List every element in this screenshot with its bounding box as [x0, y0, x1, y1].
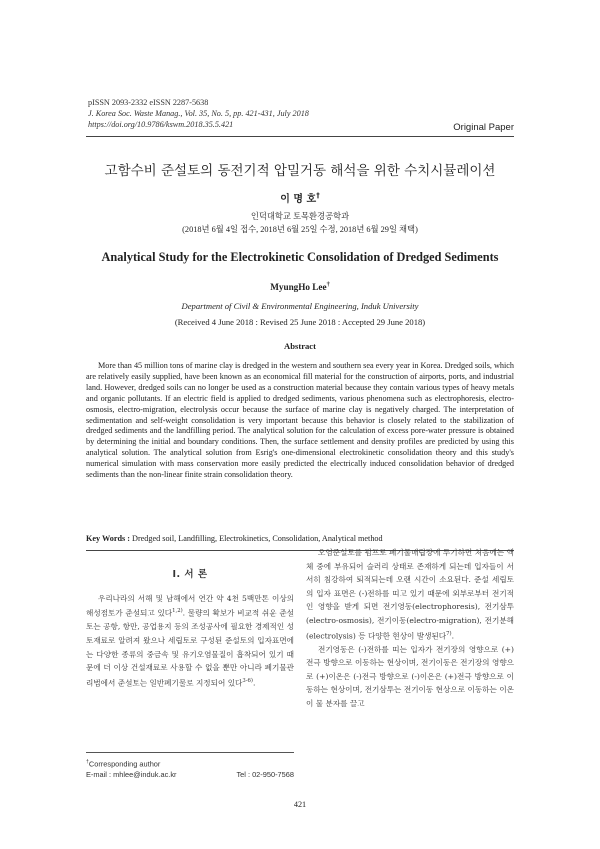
journal-citation: J. Korea Soc. Waste Manag., Vol. 35, No. 5, pp. 421-431, July 2018	[88, 108, 309, 118]
article-type: Original Paper	[453, 122, 514, 133]
author-email[interactable]: E-mail : mhlee@induk.ac.kr	[86, 770, 177, 780]
doi-link[interactable]: https://doi.org/10.9786/kswm.2018.35.5.421	[88, 119, 234, 129]
footnote-rule	[86, 752, 294, 753]
abstract-text: More than 45 million tons of marine clay is dredged in the western and southern sea every year in Korea. Dredged soils, which are relatively easily supplied, have been known as an economical fill material for the construction of airports, ports, and industrial land. However, dredged soils can no longer be used as a construction material because they contain various types of heavy metals and organic pollutants. If an electric field is applied to dredged sediments, various phenomena such as electrophoresis, electro-osmosis, electro-migration, electrolysis occur because the surface of marine clay is negatively charged. The interpretation of sedimentation and self-weight consolidation is very important because this behavior is closely related to the stabilization of dredged sediments and the landfilling period. The analytical solution for the calculation of excess pore-water pressure is obtained by determining the initial and boundary conditions. Then, the surface settlement and density profiles are predicted by using this analytical solution. The analytical solution from Esrig's one-dimensional electrokinetic consolidation theory and this study's numerical simulation with mass conservation more easily predicted the electrically induced consolidation behavior of dredged sediments than the non-linear finite strain consolidation theory.	[86, 361, 514, 480]
intro-paragraph-1: 우리나라의 서해 및 남해에서 연간 약 4천 5백만톤 이상의 해성점토가 준설되고 있다$^{1,2)}$. 물량의 확보가 비교적 쉬운 준설토는 공항, 항만, 공업용지 등의 조성공사에 필요한 경제적인 성토재료로 알려져 왔으나 세립토로 구성된 준설토의 입자표면에는 다양한 종류의 중금속 및 유기오염물질이 흡착되어 있기 때문에 더 이상 건설재료로 사용할 수 없을 뿐만 아니라 폐기물관리법에서 준설토는 일반폐기물로 지정되어 있다$^{3-6)}$.	[86, 593, 294, 688]
keywords-text: Dredged soil, Landfilling, Electrokinetics, Consolidation, Analytical method	[132, 534, 383, 543]
english-affiliation: Department of Civil & Environmental Engineering, Induk University	[181, 301, 419, 311]
page-number: 421	[293, 800, 307, 809]
korean-affiliation: 인덕대학교 토목환경공학과	[250, 212, 350, 221]
header-rule	[86, 136, 514, 137]
korean-dates: (2018년 6월 4일 접수, 2018년 6월 25일 수정, 2018년 6월 29일 채택)	[182, 225, 418, 234]
footnote	[86, 757, 294, 780]
issn: pISSN 2093-2332 eISSN 2287-5638	[88, 98, 209, 107]
author-tel: Tel : 02-950-7568	[236, 770, 294, 780]
intro-paragraph-2: 오염준설토를 펌프로 폐기물매립장에 투기하면 처음에는 액체 중에 부유되어 슬러리 상태로 존재하게 되는데 입자들이 서서히 침강하여 퇴적되는데 오랜 시간이 소요된다. 준설 세립토의 입자 표면은 (-)전하를 띠고 있기 때문에 외부로부터 전기적인 영향을 받게 되면 전기영동(electrophoresis), 전기삼투(electro-osmosis), 전기이동(electro-migration), 전기분해(electrolysis) 등 다양한 현상이 발생된다$^{7)}$.	[306, 548, 514, 641]
korean-author: 이 명 호†	[280, 191, 320, 205]
left-column	[86, 568, 294, 690]
english-dates: (Received 4 June 2018 : Revised 25 June 2018 : Accepted 29 June 2018)	[174, 317, 426, 327]
citation-3-6[interactable]: 3-6)	[242, 677, 254, 684]
citation-1-2[interactable]: 1,2)	[172, 608, 183, 615]
english-author: MyungHo Lee†	[270, 281, 330, 293]
corresponding-author: †Corresponding author	[86, 759, 161, 769]
intro-paragraph-3: 전기영동은 (-)전하를 띠는 입자가 전기장의 영향으로 (+)전극 방향으로 이동하는 현상이며, 전기이동은 전기장의 영향으로 (+)이온은 (-)전극 방향으로 (-)이온은 (+)전극 방향으로 이동하는 현상이며, 전기삼투는 전기이동 현상으로 이동하는 이온이 물 분자를 끌고	[306, 644, 514, 709]
keywords-label: Key Words :	[86, 534, 130, 543]
citation-7[interactable]: 7)	[446, 630, 452, 637]
abstract-heading: Abstract	[284, 341, 316, 351]
english-title: Analytical Study for the Electrokinetic Consolidation of Dredged Sediments	[101, 250, 499, 264]
korean-title: 고함수비 준설토의 동전기적 압밀거동 해석을 위한 수치시뮬레이션	[104, 163, 496, 179]
keywords	[86, 534, 514, 543]
section-heading: I. 서 론	[172, 569, 208, 580]
right-column	[306, 546, 514, 711]
journal-meta	[88, 98, 309, 130]
